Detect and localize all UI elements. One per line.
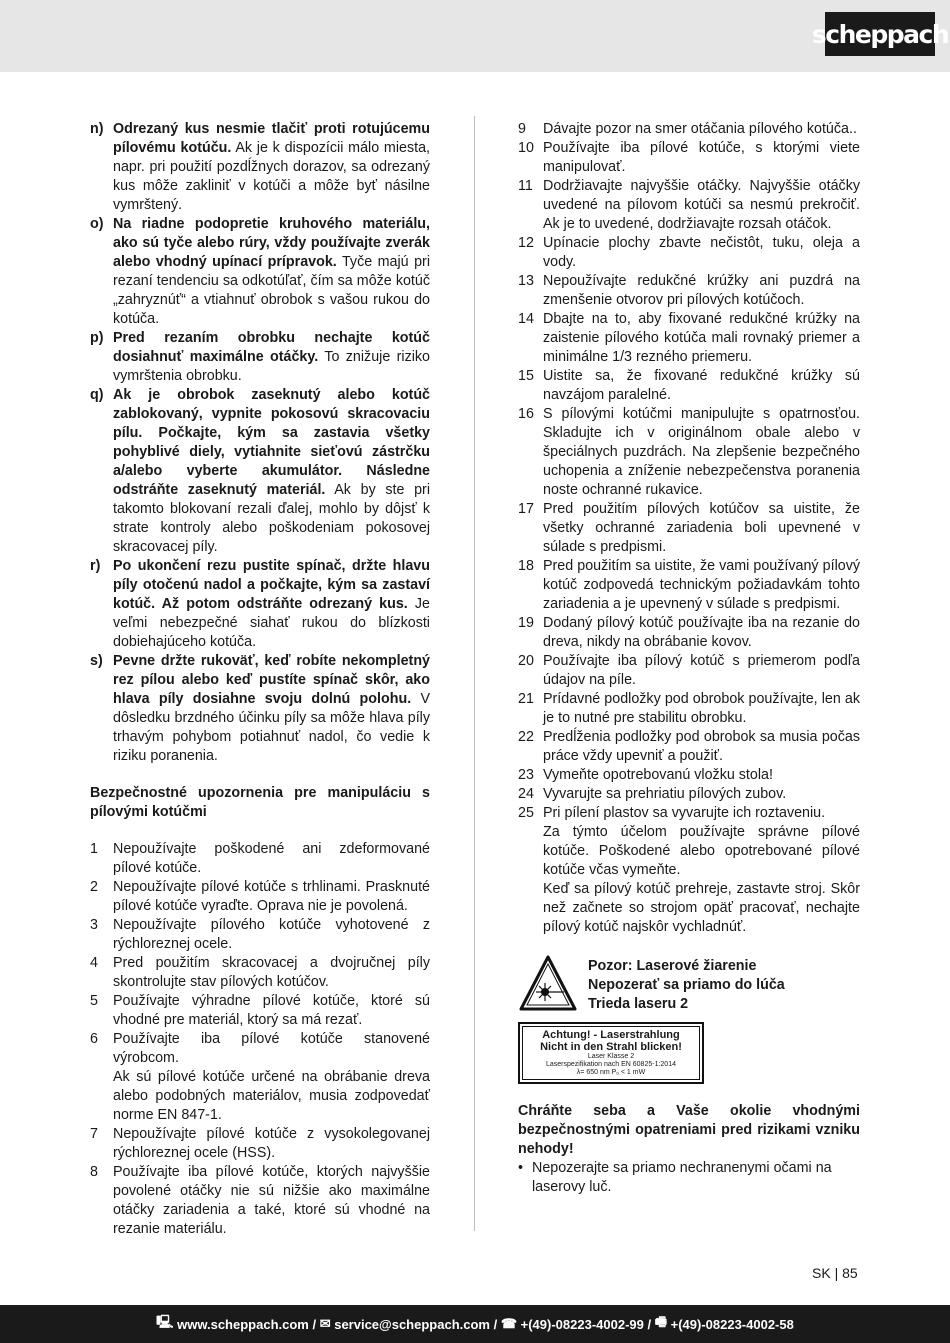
- list-item-20: 20 Používajte iba pílový kotúč s priemerom podľa údajov na píle.: [518, 653, 860, 688]
- laser-warning-line-3: Trieda laseru 2: [588, 996, 689, 1012]
- list-item-9: 9 Dávajte pozor na smer otáčania pílového kotúča..: [518, 121, 857, 137]
- list-item-12: 12 Upínacie plochy zbavte nečistôt, tuku, oleja a vody.: [518, 235, 860, 270]
- list-item-18: 18 Pred použitím sa uistite, že vami používaný pílový kotúč zodpovedá technickým požiadavkám tohto zariadenia a je upevnený v súlade s predpismi.: [518, 558, 860, 612]
- list-item-22: 22 Predĺženia podložky pod obrobok sa musia počas práce vždy upevniť a použiť.: [518, 729, 860, 764]
- list-item-6: 6 Používajte iba pílové kotúče stanovené výrobcom. Ak sú pílové kotúče určené na obrábanie dreva alebo podobných materiálov, musia zodpovedať norme EN 847-1.: [90, 1031, 430, 1123]
- right-column: [518, 120, 860, 1197]
- left-column: [90, 120, 430, 1239]
- safety-item-r: r) Po ukončení rezu pustite spínač, držte hlavu píly otočenú nadol a počkajte, kým sa zastaví kotúč. Až potom odstráňte odrezaný kus. Je veľmi nebezpečné siahať rukou do blízkosti dobiehajúceho kotúča.: [90, 558, 430, 650]
- safety-item-q: q) Ak je obrobok zaseknutý alebo kotúč zablokovaný, vypnite pokosovú skracovaciu pílu. Počkajte, kým sa zastavia všetky pohyblivé diely, vytiahnite sieťovú zástrčku a/alebo vyberte akumulátor. Následne odstráňte zaseknutý materiál. Ak by ste pri takomto blokovaní rezali ďalej, mohlo by dôjsť k strate kontroly alebo poškodeniam pokosovej skracovacej píly.: [90, 387, 430, 555]
- list-item-17: 17 Pred použitím pílových kotúčov sa uistite, že všetky ochranné zariadenia boli upevnené v súlade s predpismi.: [518, 501, 860, 555]
- list-item-14: 14 Dbajte na to, aby fixované redukčné krúžky na zaistenie pílového kotúča mali rovnaký priemer a minimálne 1/3 rezného priemeru.: [518, 311, 860, 365]
- mail-icon: ✉: [319, 1316, 335, 1331]
- footer-fax: +(49)-08223-4002-58: [670, 1316, 794, 1332]
- safety-item-o: o) Na riadne podopretie kruhového materiálu, ako sú tyče alebo rúry, vždy používajte zverák alebo vhodný upínací prípravok. Tyče majú pri rezaní tendenciu sa odkotúľať, čím sa môže kotúč „zahryznúť“ a vtiahnuť obrobok s vašou rukou do kotúča.: [90, 216, 430, 327]
- page-number: SK | 85: [812, 1265, 858, 1281]
- page-header: [0, 0, 950, 72]
- list-item-19: 19 Dodaný pílový kotúč používajte iba na rezanie do dreva, nikdy na obrábanie kovov.: [518, 615, 860, 650]
- list-item-23: 23 Vymeňte opotrebovanú vložku stola!: [518, 767, 773, 783]
- list-item-3: 3 Nepoužívajte pílového kotúče vyhotovené z rýchloreznej ocele.: [90, 917, 430, 952]
- laser-warning: [518, 954, 860, 1014]
- list-item-24: 24 Vyvarujte sa prehriatiu pílových zubov.: [518, 786, 787, 802]
- fax-icon: 🖷: [654, 1314, 671, 1329]
- bullet-item: • Nepozerajte sa priamo nechranenymi očami na laserovy luč.: [518, 1160, 832, 1195]
- footer-web-link[interactable]: www.scheppach.com: [177, 1316, 309, 1332]
- list-item-25: 25 Pri pílení plastov sa vyvarujte ich roztaveniu. Za týmto účelom používajte správne pílové kotúče. Poškodené alebo opotrebované pílové kotúče včas vymeňte. Keď sa pílový kotúč prehreje, zastavte stroj. Skôr než začnete so strojom opäť pracovať, nechajte pílový kotúč najskôr vychladnúť.: [518, 805, 860, 935]
- list-item-21: 21 Prídavné podložky pod obrobok používajte, len ak je to nutné pre stabilitu obrobku.: [518, 691, 860, 726]
- list-item-11: 11 Dodržiavajte najvyššie otáčky. Najvyššie otáčky uvedené na pílovom kotúči sa nesmú prekročiť. Ak je to uvedené, dodržiavajte rozsah otáčok.: [518, 178, 860, 232]
- list-item-16: 16 S pílovými kotúčmi manipulujte s opatrnosťou. Skladujte ich v originálnom obale alebo v špeciálnych puzdrách. Na zlepšenie bezpečného uchopenia a zníženie nebezpečenstva poranenia noste ochranné rukavice.: [518, 406, 860, 498]
- laser-warning-icon: [518, 954, 578, 1014]
- monitor-icon: 🖳: [156, 1314, 178, 1329]
- scheppach-logo: scheppach: [825, 12, 935, 56]
- list-item-10: 10 Používajte iba pílové kotúče, s ktorými viete manipulovať.: [518, 140, 860, 175]
- laser-warning-line-2: Nepozerať sa priamo do lúča: [588, 977, 785, 993]
- safety-item-n: n) Odrezaný kus nesmie tlačiť proti rotujúcemu pílovému kotúču. Ak je k dispozícii málo miesta, napr. pri použití pozdĺžnych dorazov, sa odrezaný kus môže zakliniť v kotúči a môže byť násilne vymrštený.: [90, 121, 430, 213]
- safety-item-p: p) Pred rezaním obrobku nechajte kotúč dosiahnuť maximálne otáčky. To znižuje riziko vymrštenia obrobku.: [90, 330, 430, 384]
- safety-item-s: s) Pevne držte rukoväť, keď robíte nekompletný rez pílou alebo keď pustíte spínač skôr, ako hlava píly dosiahne svoju dolnú polohu. V dôsledku brzdného účinku píly sa môže hlava píly trhavým pohybom potiahnuť nadol, čo vedie k riziku poranenia.: [90, 653, 430, 764]
- list-item-15: 15 Uistite sa, že fixované redukčné krúžky sú navzájom paralelné.: [518, 368, 860, 403]
- protection-heading: Chráňte seba a Vaše okolie vhodnými bezpečnostnými opatreniami pred rizikami vzniku nehody!: [518, 1103, 860, 1157]
- laser-label-plate: Achtung! - Laserstrahlung Nicht in den Strahl blicken! Laser Klasse 2 Laserspezifikation nach EN 60825-1:2014 λ= 650 nm Pₒ < 1 mW: [518, 1022, 704, 1084]
- list-item-8: 8 Používajte iba pílové kotúče, ktorých najvyššie povolené otáčky nie sú nižšie ako maximálne otáčky zariadenia a také, ktoré sú vhodné na rezanie materiálu.: [90, 1164, 430, 1237]
- list-item-1: 1 Nepoužívajte poškodené ani zdeformované pílové kotúče.: [90, 841, 430, 876]
- list-item-4: 4 Pred použitím skracovacej a dvojručnej píly skontrolujte stav pílových kotúčov.: [90, 955, 430, 990]
- phone-icon: ☎: [500, 1316, 521, 1331]
- footer-phone: +(49)-08223-4002-99: [520, 1316, 644, 1332]
- list-item-13: 13 Nepoužívajte redukčné krúžky ani puzdrá na zmenšenie otvorov pri pílových kotúčoch.: [518, 273, 860, 308]
- list-item-2: 2 Nepoužívajte pílové kotúče s trhlinami. Prasknuté pílové kotúče vyraďte. Oprava nie je povolená.: [90, 879, 430, 914]
- column-divider: [474, 116, 475, 1231]
- section-heading: Bezpečnostné upozornenia pre manipuláciu s pílovými kotúčmi: [90, 785, 430, 820]
- list-item-5: 5 Používajte výhradne pílové kotúče, ktoré sú vhodné pre materiál, ktorý sa má rezať.: [90, 993, 430, 1028]
- laser-warning-line-1: Pozor: Laserové žiarenie: [588, 958, 757, 974]
- list-item-7: 7 Nepoužívajte pílové kotúče z vysokolegovanej rýchloreznej ocele (HSS).: [90, 1126, 430, 1161]
- footer-email-link[interactable]: service@scheppach.com: [334, 1316, 490, 1332]
- page-footer: 🖳 www.scheppach.com / ✉ service@scheppach.com / ☎ +(49)-08223-4002-99 / 🖷 +(49)-08223-4002-58: [0, 1305, 950, 1343]
